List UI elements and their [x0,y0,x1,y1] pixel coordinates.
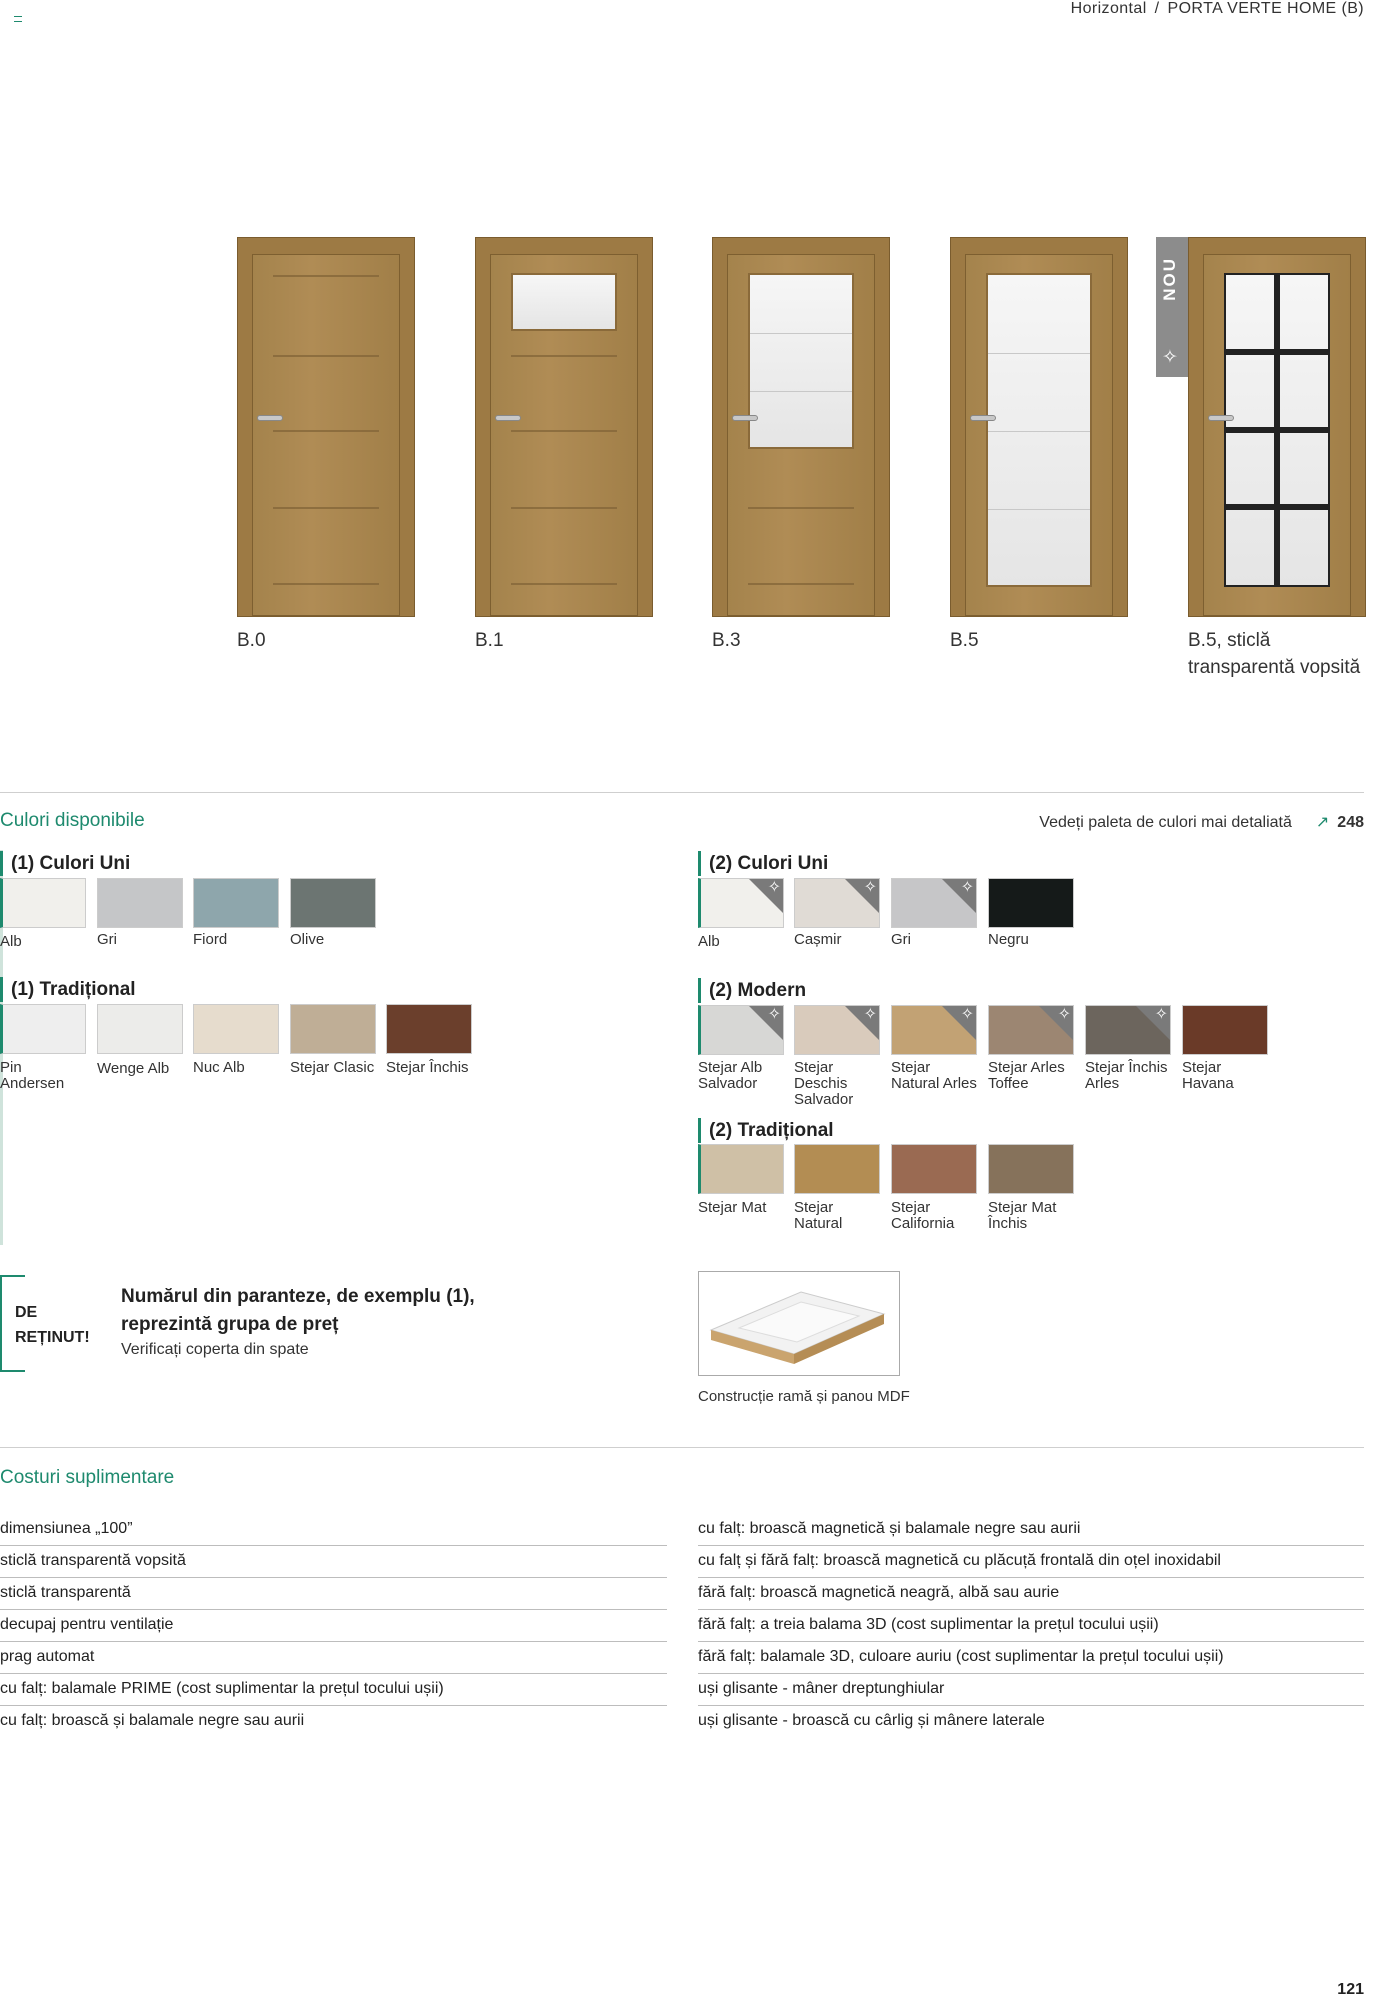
palette-link[interactable]: Vedeți paleta de culori mai detaliată ↗ 248 [1039,814,1364,831]
group-title-uni-1: (1) Culori Uni [0,851,130,876]
star-icon: ✧ [767,879,781,896]
door-b0-label: B.0 [237,630,266,651]
group-title-traditional-1: (1) Tradițional [0,977,136,1002]
swatch-fiord[interactable] [193,878,279,928]
new-badge-text: NOU [1160,257,1179,301]
swatch-stejar-arles-toffee[interactable] [988,1005,1074,1055]
list-item: cu falț: balamale PRIME (cost suplimentar la prețul tocului ușii) [0,1674,667,1706]
swatch-label: Cașmir [794,931,842,948]
swatch-stejar-havana[interactable] [1182,1005,1268,1055]
door-b5-label: B.5 [950,630,979,651]
door-b3-image [712,237,890,617]
breadcrumb-horizontal[interactable]: Horizontal [1070,0,1147,17]
note-subtitle: Verificați coperta din spate [121,1341,309,1358]
door-b1-image [475,237,653,617]
swatch-stejar-natural-arles[interactable] [891,1005,977,1055]
menu-icon[interactable] [14,16,22,22]
arrow-up-right-icon: ↗ [1315,814,1330,831]
swatch-label: Stejar Natural Arles [891,1059,977,1092]
swatch-alb-1[interactable] [0,878,86,928]
swatch-gri-1[interactable] [97,878,183,928]
swatch-label: Gri [891,931,911,948]
swatch-label: Alb [0,933,22,950]
list-item: prag automat [0,1642,667,1674]
list-item: cu falț: broască magnetică și balamale negre sau aurii [698,1514,1364,1546]
list-item: dimensiunea „100” [0,1514,667,1546]
swatch-label: Alb [698,933,720,950]
star-icon: ✧ [767,1006,781,1023]
swatch-label: Olive [290,931,325,948]
swatch-label: Wenge Alb [97,1060,170,1077]
list-item: cu falț: broască și balamale negre sau aurii [0,1712,305,1729]
page-number: 121 [1337,1981,1364,1998]
colors-section-title: Culori disponibile [0,810,145,831]
list-item: cu falț și fără falț: broască magnetică cu plăcuță frontală din oțel inoxidabil [698,1546,1364,1578]
costs-section-title: Costuri suplimentare [0,1467,175,1488]
swatch-stejar-mat-inchis[interactable] [988,1144,1074,1194]
divider [0,792,1364,793]
swatch-label: Stejar California [891,1199,955,1232]
swatch-stejar-natural[interactable] [794,1144,880,1194]
swatch-label: Pin Andersen [0,1059,65,1092]
list-item: fără falț: broască magnetică neagră, albă sau aurie [698,1578,1364,1610]
star-icon: ✧ [863,1006,877,1023]
swatch-label: Negru [988,931,1029,948]
star-icon: ✧ [863,879,877,896]
star-icon: ✧ [960,879,974,896]
swatch-nuc-alb[interactable] [193,1004,279,1054]
divider [0,1447,1364,1448]
swatch-stejar-alb-salvador[interactable] [698,1005,784,1055]
star-icon: ✧ [1057,1006,1071,1023]
swatch-stejar-deschis-salvador[interactable] [794,1005,880,1055]
door-b5-image [950,237,1128,617]
swatch-label: Stejar Clasic [290,1059,375,1076]
door-b0-image [237,237,415,617]
swatch-label: Stejar Natural [794,1199,843,1232]
swatch-alb-2[interactable] [698,878,784,928]
door-b3-label: B.3 [712,630,741,651]
swatch-wenge-alb[interactable] [97,1004,183,1054]
list-item: decupaj pentru ventilație [0,1610,667,1642]
new-badge [1156,237,1188,377]
breadcrumb-separator: / [1154,0,1160,17]
swatch-label: Stejar Deschis Salvador [794,1059,854,1108]
note-title: Numărul din paranteze, de exemplu (1), [121,1286,475,1307]
swatch-label: Stejar Havana [1182,1059,1234,1092]
breadcrumb-current: PORTA VERTE HOME (B) [1167,0,1364,17]
swatch-olive[interactable] [290,878,376,928]
costs-list-right [698,1514,1364,1738]
star-icon: ✧ [1162,347,1178,368]
costs-list-left [0,1514,667,1738]
swatch-pin-andersen[interactable] [0,1004,86,1054]
swatch-label: Nuc Alb [193,1059,245,1076]
mdf-caption: Construcție ramă și panou MDF [698,1388,910,1405]
list-item: sticlă transparentă vopsită [0,1546,667,1578]
star-icon: ✧ [960,1006,974,1023]
door-b5-painted-glass-image [1188,237,1366,617]
swatch-label: Fiord [193,931,228,948]
swatch-stejar-clasic[interactable] [290,1004,376,1054]
swatch-gri-2[interactable] [891,878,977,928]
swatch-label: Gri [97,931,117,948]
swatch-label: Stejar Închis [386,1059,469,1076]
door-b5-painted-glass-label: B.5, sticlă transparentă vopsită [1188,630,1361,678]
swatch-casmir[interactable] [794,878,880,928]
group-title-traditional-2: (2) Tradițional [698,1118,834,1143]
swatch-label: Stejar Mat Închis [988,1199,1057,1232]
swatch-label: Stejar Alb Salvador [698,1059,763,1092]
list-item: fără falț: a treia balama 3D (cost suplimentar la prețul tocului ușii) [698,1610,1364,1642]
star-icon: ✧ [1154,1006,1168,1023]
swatch-stejar-california[interactable] [891,1144,977,1194]
group-title-uni-2: (2) Culori Uni [698,851,828,876]
breadcrumb [1071,0,1364,18]
door-b1-label: B.1 [475,630,504,651]
note-tag: DE REȚINUT! [15,1304,90,1346]
group-title-modern-2: (2) Modern [698,978,806,1003]
swatch-stejar-mat[interactable] [698,1144,784,1194]
swatch-label: Stejar Închis Arles [1085,1059,1168,1092]
list-item: sticlă transparentă [0,1578,667,1610]
list-item: fără falț: balamale 3D, culoare auriu (cost suplimentar la prețul tocului ușii) [698,1642,1364,1674]
note-text [121,1283,475,1359]
swatch-label: Stejar Mat [698,1199,767,1216]
swatch-stejar-inchis-arles[interactable] [1085,1005,1171,1055]
list-item: uși glisante - broască cu cârlig și mânere laterale [698,1712,1045,1729]
mdf-construction-image [698,1271,900,1376]
swatch-stejar-inchis[interactable] [386,1004,472,1054]
swatch-negru[interactable] [988,878,1074,928]
list-item: uși glisante - mâner dreptunghiular [698,1674,1364,1706]
note-title: reprezintă grupa de preț [121,1314,339,1335]
swatch-label: Stejar Arles Toffee [988,1059,1065,1092]
